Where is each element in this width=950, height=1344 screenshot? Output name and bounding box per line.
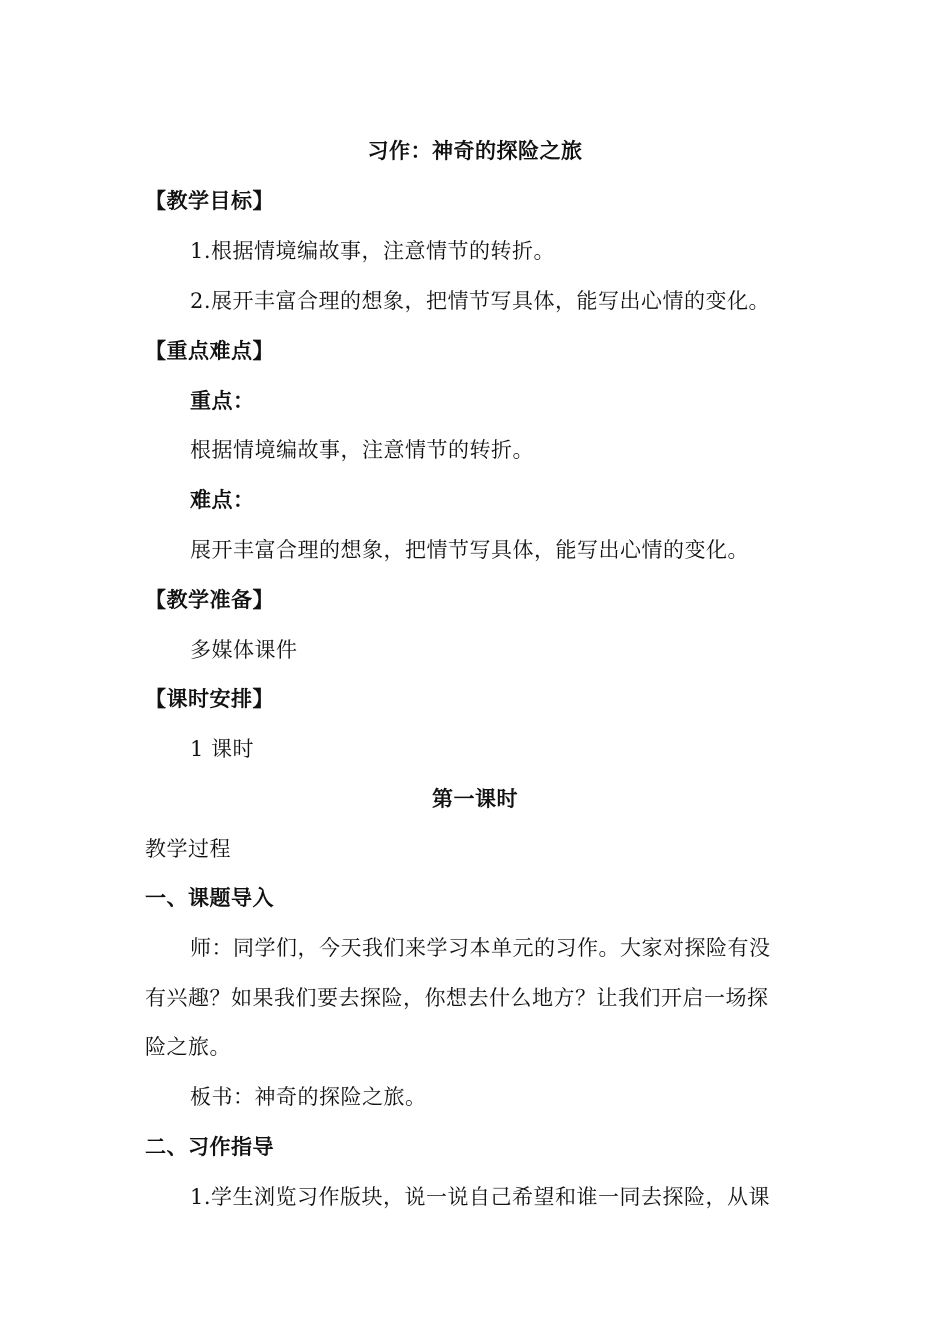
difficulty-label: 难点：	[190, 488, 255, 512]
preparation-text: 多媒体课件	[190, 638, 298, 662]
part-one-heading: 一、课题导入	[145, 886, 274, 910]
lesson-heading: 第一课时	[432, 787, 518, 811]
goal-item-1: 1.根据情境编故事，注意情节的转折。	[190, 239, 556, 263]
section-heading-schedule: 【课时安排】	[145, 687, 274, 711]
paragraph-line: 师：同学们，今天我们来学习本单元的习作。大家对探险有没	[190, 936, 771, 960]
paragraph-line: 1.学生浏览习作版块，说一说自己希望和谁一同去探险，从课	[190, 1185, 771, 1209]
part-two-heading: 二、习作指导	[145, 1135, 274, 1159]
goal-item-2: 2.展开丰富合理的想象，把情节写具体，能写出心情的变化。	[190, 289, 771, 313]
blackboard-note: 板书：神奇的探险之旅。	[190, 1085, 427, 1109]
section-heading-goals: 【教学目标】	[145, 189, 274, 213]
process-label: 教学过程	[145, 837, 231, 861]
paragraph-line: 有兴趣？如果我们要去探险，你想去什么地方？让我们开启一场探	[145, 986, 769, 1010]
document-title: 习作：神奇的探险之旅	[367, 139, 583, 163]
key-point-label: 重点：	[190, 389, 255, 413]
section-heading-preparation: 【教学准备】	[145, 588, 274, 612]
schedule-text: 1 课时	[190, 737, 255, 761]
difficulty-text: 展开丰富合理的想象，把情节写具体，能写出心情的变化。	[190, 538, 749, 562]
paragraph-line: 险之旅。	[145, 1035, 231, 1059]
key-point-text: 根据情境编故事，注意情节的转折。	[190, 438, 534, 462]
section-heading-key-points: 【重点难点】	[145, 339, 274, 363]
